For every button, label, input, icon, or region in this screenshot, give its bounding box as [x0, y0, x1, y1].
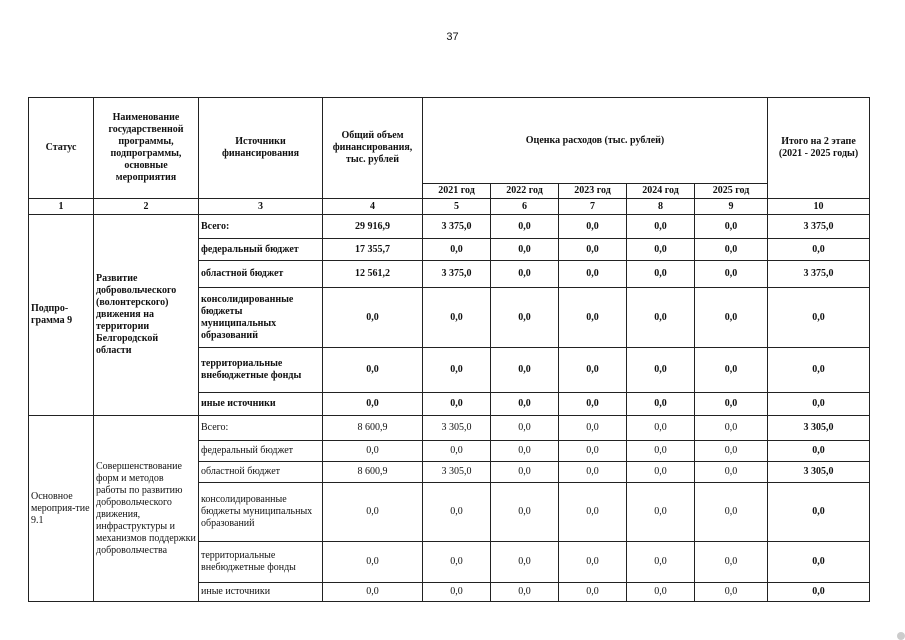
table-body: [29, 215, 870, 602]
row-value: 0,0: [695, 288, 768, 348]
header-year: 2025 год: [695, 184, 768, 199]
table-row: [29, 416, 870, 441]
row-value: 0,0: [627, 288, 695, 348]
row-value: 0,0: [559, 441, 627, 462]
row-value: 0,0: [627, 542, 695, 583]
scan-mark: [897, 632, 905, 640]
row-value: 0,0: [627, 441, 695, 462]
row-value: 0,0: [323, 483, 423, 542]
row-value: 0,0: [423, 441, 491, 462]
column-number-row: [29, 199, 870, 215]
row-value: 0,0: [559, 462, 627, 483]
row-value: 0,0: [491, 583, 559, 602]
row-value: 0,0: [423, 288, 491, 348]
row-value: 0,0: [695, 462, 768, 483]
column-number: 8: [627, 199, 695, 215]
row-value: 0,0: [559, 261, 627, 288]
column-number: 6: [491, 199, 559, 215]
column-number: 4: [323, 199, 423, 215]
row-value: 29 916,9: [323, 215, 423, 239]
column-number: 9: [695, 199, 768, 215]
row-value: 0,0: [627, 215, 695, 239]
row-value: 3 305,0: [768, 462, 870, 483]
row-status: Подпро-грамма 9: [29, 215, 94, 416]
row-value: 0,0: [491, 239, 559, 261]
row-value: 0,0: [627, 462, 695, 483]
row-value: 0,0: [423, 239, 491, 261]
row-value: 3 305,0: [423, 462, 491, 483]
table-row: [29, 215, 870, 239]
row-name: Развитие добровольческого (волонтерского) движения на территории Белгородской области: [94, 215, 199, 416]
row-value: 0,0: [491, 462, 559, 483]
header-year: 2021 год: [423, 184, 491, 199]
row-value: 0,0: [695, 542, 768, 583]
row-value: 0,0: [627, 261, 695, 288]
row-value: 0,0: [491, 215, 559, 239]
row-value: 0,0: [491, 261, 559, 288]
row-value: 0,0: [695, 215, 768, 239]
row-source: федеральный бюджет: [199, 441, 323, 462]
column-number: 1: [29, 199, 94, 215]
row-value: 0,0: [695, 483, 768, 542]
row-value: 0,0: [323, 583, 423, 602]
row-value: 0,0: [559, 416, 627, 441]
row-value: 0,0: [695, 261, 768, 288]
row-value: 0,0: [323, 288, 423, 348]
row-value: 3 375,0: [423, 215, 491, 239]
row-value: 0,0: [323, 441, 423, 462]
row-value: 0,0: [423, 348, 491, 393]
header-year: 2022 год: [491, 184, 559, 199]
row-source: областной бюджет: [199, 261, 323, 288]
row-value: 0,0: [423, 393, 491, 416]
row-name: Совершенствование форм и методов работы по развитию добровольческого движения, инфраструктуры и механизмов поддержки добровольчества: [94, 416, 199, 602]
row-value: 8 600,9: [323, 416, 423, 441]
row-value: 0,0: [627, 239, 695, 261]
row-value: 0,0: [768, 483, 870, 542]
row-value: 0,0: [768, 542, 870, 583]
row-value: 0,0: [491, 441, 559, 462]
column-number: 10: [768, 199, 870, 215]
page-number: 37: [446, 31, 459, 43]
row-value: 17 355,7: [323, 239, 423, 261]
row-source: иные источники: [199, 393, 323, 416]
row-value: 0,0: [323, 393, 423, 416]
row-value: 0,0: [768, 239, 870, 261]
row-value: 0,0: [695, 441, 768, 462]
row-value: 0,0: [768, 583, 870, 602]
row-value: 0,0: [627, 416, 695, 441]
row-value: 0,0: [768, 393, 870, 416]
row-value: 0,0: [559, 542, 627, 583]
row-value: 0,0: [768, 288, 870, 348]
row-source: консолидированные бюджеты муниципальных образований: [199, 483, 323, 542]
row-source: консолидированные бюджеты муниципальных образований: [199, 288, 323, 348]
row-status: Основное мероприя-тие 9.1: [29, 416, 94, 602]
row-value: 0,0: [627, 483, 695, 542]
budget-table: [28, 97, 870, 602]
row-value: 0,0: [695, 583, 768, 602]
row-value: 0,0: [491, 393, 559, 416]
row-value: 0,0: [323, 542, 423, 583]
row-value: 0,0: [695, 239, 768, 261]
column-number: 3: [199, 199, 323, 215]
row-value: 0,0: [491, 288, 559, 348]
row-value: 0,0: [559, 583, 627, 602]
row-value: 0,0: [559, 239, 627, 261]
row-value: 0,0: [768, 348, 870, 393]
header-stage-total: Итого на 2 этапе (2021 - 2025 годы): [768, 98, 870, 199]
row-value: 0,0: [559, 483, 627, 542]
row-value: 12 561,2: [323, 261, 423, 288]
row-source: территориальные внебюджетные фонды: [199, 542, 323, 583]
row-value: 3 305,0: [768, 416, 870, 441]
header-total: Общий объем финансирования, тыс. рублей: [323, 98, 423, 199]
row-value: 0,0: [423, 583, 491, 602]
header-year: 2024 год: [627, 184, 695, 199]
row-value: 3 375,0: [768, 215, 870, 239]
row-source: Всего:: [199, 215, 323, 239]
row-value: 0,0: [768, 441, 870, 462]
header-name: Наименование государственной программы, подпрограммы, основные мероприятия: [94, 98, 199, 199]
row-value: 0,0: [695, 348, 768, 393]
row-value: 8 600,9: [323, 462, 423, 483]
row-source: территориальные внебюджетные фонды: [199, 348, 323, 393]
row-value: 0,0: [491, 483, 559, 542]
header-sources: Источники финансирования: [199, 98, 323, 199]
row-value: 0,0: [559, 348, 627, 393]
row-value: 0,0: [559, 393, 627, 416]
row-value: 0,0: [423, 483, 491, 542]
row-value: 3 375,0: [423, 261, 491, 288]
column-number: 2: [94, 199, 199, 215]
row-value: 0,0: [491, 416, 559, 441]
table-header: [29, 98, 870, 215]
row-value: 0,0: [491, 542, 559, 583]
row-value: 0,0: [627, 393, 695, 416]
header-estimate: Оценка расходов (тыс. рублей): [423, 98, 768, 184]
header-status: Статус: [29, 98, 94, 199]
row-source: областной бюджет: [199, 462, 323, 483]
row-value: 0,0: [323, 348, 423, 393]
row-value: 0,0: [695, 393, 768, 416]
row-value: 0,0: [627, 583, 695, 602]
row-source: иные источники: [199, 583, 323, 602]
row-value: 0,0: [559, 288, 627, 348]
header-year: 2023 год: [559, 184, 627, 199]
row-value: 0,0: [559, 215, 627, 239]
row-value: 0,0: [627, 348, 695, 393]
column-number: 5: [423, 199, 491, 215]
row-value: 0,0: [491, 348, 559, 393]
row-value: 3 375,0: [768, 261, 870, 288]
row-source: Всего:: [199, 416, 323, 441]
row-source: федеральный бюджет: [199, 239, 323, 261]
column-number: 7: [559, 199, 627, 215]
row-value: 3 305,0: [423, 416, 491, 441]
row-value: 0,0: [695, 416, 768, 441]
row-value: 0,0: [423, 542, 491, 583]
